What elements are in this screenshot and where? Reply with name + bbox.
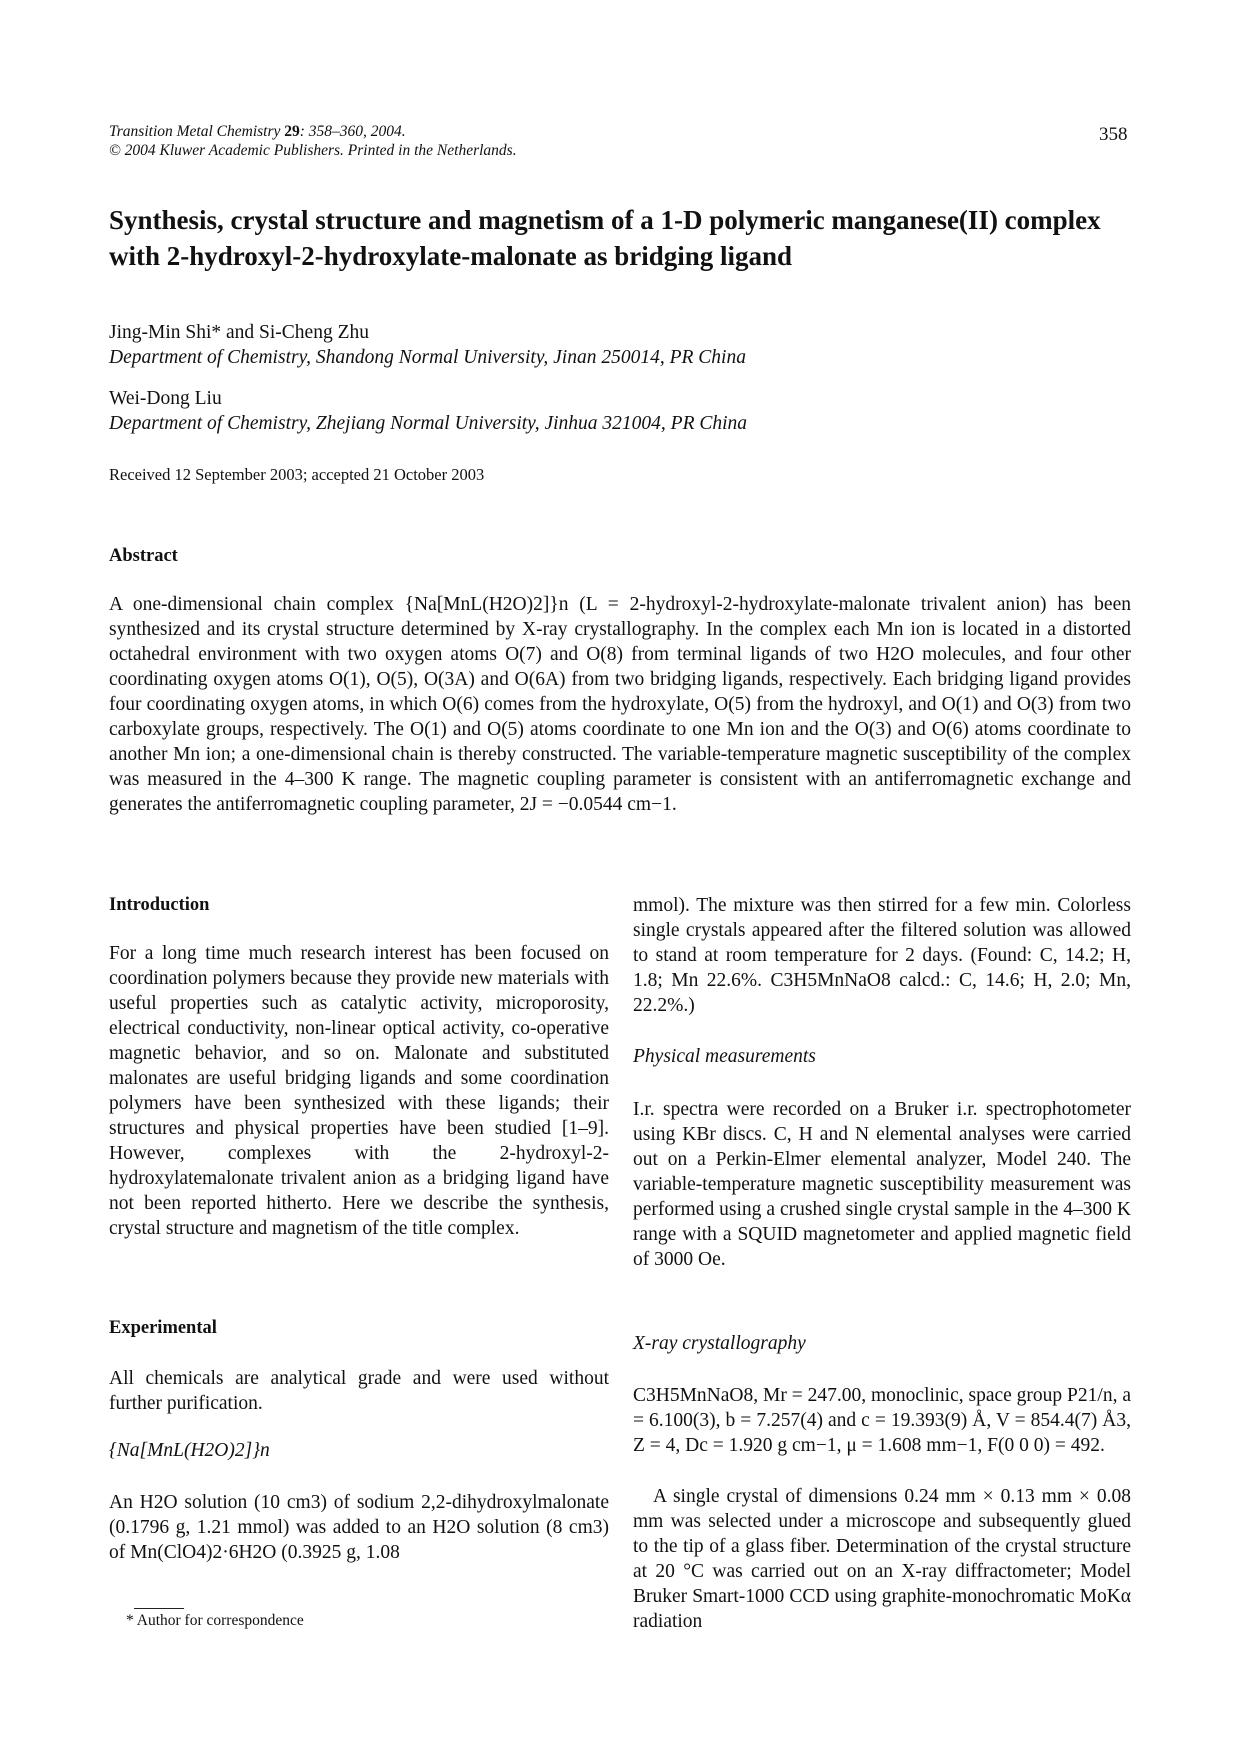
compound-heading: {Na[MnL(H2O)2]}n (109, 1440, 270, 1461)
abstract-text: A one-dimensional chain complex {Na[MnL(H2O)2]}n (L = 2-hydroxyl-2-hydroxylate-malonate trivalent anion) has been synthesized and its crystal structure determined by X-ray crystallography. In the complex each Mn ion is located in a distorted octahedral environment with two oxygen atoms O(7) and O(8) from terminal ligands of two H2O molecules, and four other coordinating oxygen atoms O(1), O(5), O(3A) and O(6A) from two bridging ligands, respectively. Each bridging ligand provides four coordinating oxygen atoms, in which O(6) comes from the hydroxylate, O(5) from the hydroxyl, and O(1) and O(3) from two carboxylate groups, respectively. The O(1) and O(5) atoms coordinate to one Mn ion and the O(3) and O(6) atoms coordinate to another Mn ion; a one-dimensional chain is thereby constructed. The variable-temperature magnetic susceptibility of the complex was measured in the 4–300 K range. The magnetic coupling parameter is consistent with an antiferromagnetic exchange and generates the antiferromagnetic coupling parameter, 2J = −0.0544 cm−1. (109, 594, 1131, 815)
received-dates: Received 12 September 2003; accepted 21 October 2003 (109, 465, 485, 484)
paper-title: Synthesis, crystal structure and magnetism of a 1-D polymeric manganese(II) complex with 2-hydroxyl-2-hydroxylate-malonate as bridging ligand (109, 205, 1101, 271)
physical-measurements-heading: Physical measurements (633, 1046, 816, 1067)
xray-heading: X-ray crystallography (633, 1333, 806, 1354)
abstract-heading: Abstract (109, 546, 178, 566)
journal-pages: : 358–360, 2004. (299, 123, 406, 140)
journal-name: Transition Metal Chemistry (109, 123, 281, 140)
synthesis-continued: mmol). The mixture was then stirred for a few min. Colorless single crystals appeared after the filtered solution was allowed to stand at room temperature for 2 days. (Found: C, 14.2; H, 1.8; Mn 22.6%. C3H5MnNaO8 calcd.: C, 14.6; H, 2.0; Mn, 22.2%.) (633, 895, 1131, 1016)
footnote-rule (134, 1608, 184, 1609)
journal-volume: 29 (284, 123, 300, 140)
xray-text: A single crystal of dimensions 0.24 mm × 0.13 mm × 0.08 mm was selected under a microscope and subsequently glued to the tip of a glass fiber. Determination of the crystal structure at 20 °C was carried out on an X-ray diffractometer; Model Bruker Smart-1000 CCD using graphite-monochromatic MoKα radiation (633, 1486, 1131, 1632)
introduction-heading: Introduction (109, 895, 210, 915)
xray-data: C3H5MnNaO8, Mr = 247.00, monoclinic, space group P21/n, a = 6.100(3), b = 7.257(4) and c = 19.393(9) Å, V = 854.4(7) Å3, Z = 4, Dc = 1.920 g cm−1, μ = 1.608 mm−1, F(0 0 0) = 492. (633, 1385, 1131, 1456)
footnote: * Author for correspondence (126, 1612, 304, 1629)
introduction-text: For a long time much research interest has been focused on coordination polymers because they provide new materials with useful properties such as catalytic activity, microporosity, electrical conductivity, non-linear optical activity, co-operative magnetic behavior, and so on. Malonate and substituted malonates are useful bridging ligands and some coordination polymers have been synthesized with these ligands; their structures and physical properties have been studied [1–9]. However, complexes with the 2-hydroxyl-2-hydroxylatemalonate trivalent anion as a bridging ligand have not been reported hitherto. Here we describe the synthesis, crystal structure and magnetism of the title complex. (109, 943, 609, 1239)
author-names-1: Jing-Min Shi* and Si-Cheng Zhu (109, 322, 370, 343)
experimental-text: All chemicals are analytical grade and were used without further purification. (109, 1368, 609, 1414)
synthesis-text: An H2O solution (10 cm3) of sodium 2,2-dihydroxylmalonate (0.1796 g, 1.21 mmol) was added to an H2O solution (8 cm3) of Mn(ClO4)2·6H2O (0.3925 g, 1.08 (109, 1492, 609, 1563)
affiliation-2: Department of Chemistry, Zhejiang Normal University, Jinhua 321004, PR China (109, 413, 748, 434)
page-number: 358 (1099, 124, 1128, 145)
experimental-heading: Experimental (109, 1318, 217, 1338)
running-header (109, 122, 517, 160)
physical-measurements-text: I.r. spectra were recorded on a Bruker i.r. spectrophotometer using KBr discs. C, H and N elemental analyses were carried out on a Perkin-Elmer elemental analyzer, Model 240. The variable-temperature magnetic susceptibility measurement was performed using a crushed single crystal sample in the 4–300 K range with a SQUID magnetometer and applied magnetic field of 3000 Oe. (633, 1099, 1131, 1270)
copyright-line: © 2004 Kluwer Academic Publishers. Printed in the Netherlands. (109, 142, 517, 159)
affiliation-1: Department of Chemistry, Shandong Normal University, Jinan 250014, PR China (109, 347, 746, 368)
author-names-2: Wei-Dong Liu (109, 388, 222, 409)
